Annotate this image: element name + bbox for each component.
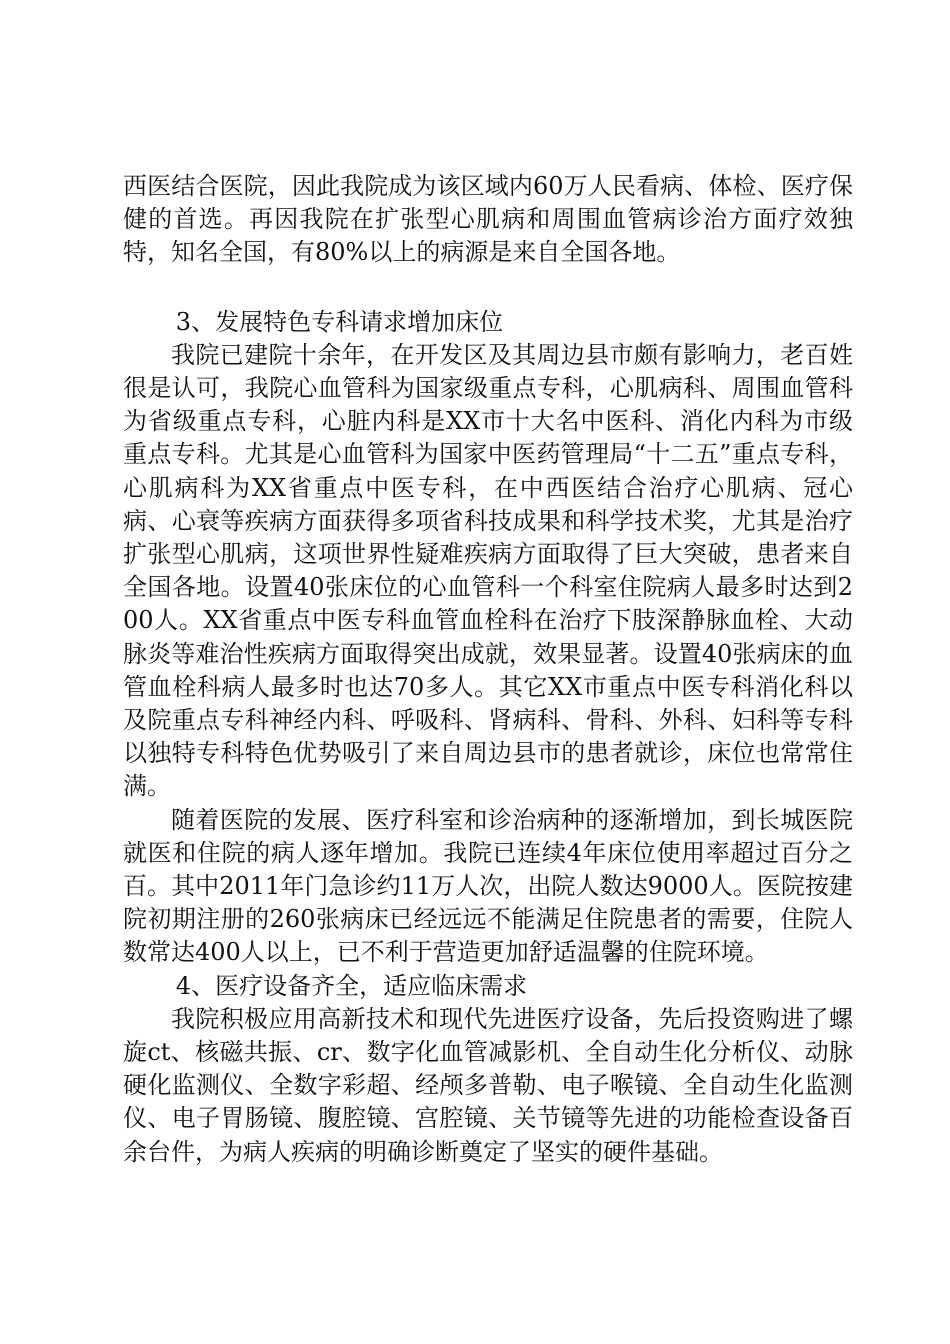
section-4-paragraph-1: 我院积极应用高新技术和现代先进医疗设备，先后投资购进了螺旋ct、核磁共振、cr、数字化血管减影机、全自动生化分析仪、动脉硬化监测仪、全数字彩超、经颅多普勒、电子喉镜、全自动生化监测仪、电子胃肠镜、腹腔镜、宫腔镜、关节镜等先进的功能检查设备百余台件，为病人疾病的明确诊断奠定了坚实的硬件基础。 [123, 1004, 853, 1166]
section-3-paragraph-1: 我院已建院十余年，在开发区及其周边县市颇有影响力，老百姓很是认可，我院心血管科为国家级重点专科，心肌病科、周围血管科为省级重点专科，心脏内科是XX市十大名中医科、消化内科为市级重点专科。尤其是心血管科为国家中医药管理局“十二五”重点专科，心肌病科为XX省重点中医专科，在中西医结合治疗心肌病、冠心病、心衰等疾病方面获得多项省科技成果和科学技术奖，尤其是治疗扩张型心肌病，这项世界性疑难疾病方面取得了巨大突破，患者来自全国各地。设置40张床位的心血管科一个科室住院病人最多时达到200人。XX省重点中医专科血管血栓科在治疗下肢深静脉血栓、大动脉炎等难治性疾病方面取得突出成就，效果显著。设置40张病床的血管血栓科病人最多时也达70多人。其它XX市重点中医专科消化科以及院重点专科神经内科、呼吸科、肾病科、骨科、外科、妇科等专科以独特专科特色优势吸引了来自周边县市的患者就诊，床位也常常住满。 [123, 340, 853, 801]
document-body [123, 170, 853, 1169]
intro-paragraph: 西医结合医院，因此我院成为该区域内60万人民看病、体检、医疗保健的首选。再因我院在扩张型心肌病和周围血管病诊治方面疗效独特，知名全国，有80%以上的病源是来自全国各地。 [123, 172, 853, 267]
section-3-paragraph-2: 随着医院的发展、医疗科室和诊治病种的逐渐增加，到长城医院就医和住院的病人逐年增加。我院已连续4年床位使用率超过百分之百。其中2011年门急诊约11万人次，出院人数达9000人。医院按建院初期注册的260张病床已经远远不能满足住院患者的需要，住院人数常达400人以上，已不利于营造更加舒适温馨的住院环境。 [123, 805, 853, 967]
paragraph-spacer [123, 270, 853, 306]
section-4-heading: 4、医疗设备齐全，适应临床需求 [175, 971, 528, 1000]
section-3-heading: 3、发展特色专科请求增加床位 [175, 307, 504, 336]
